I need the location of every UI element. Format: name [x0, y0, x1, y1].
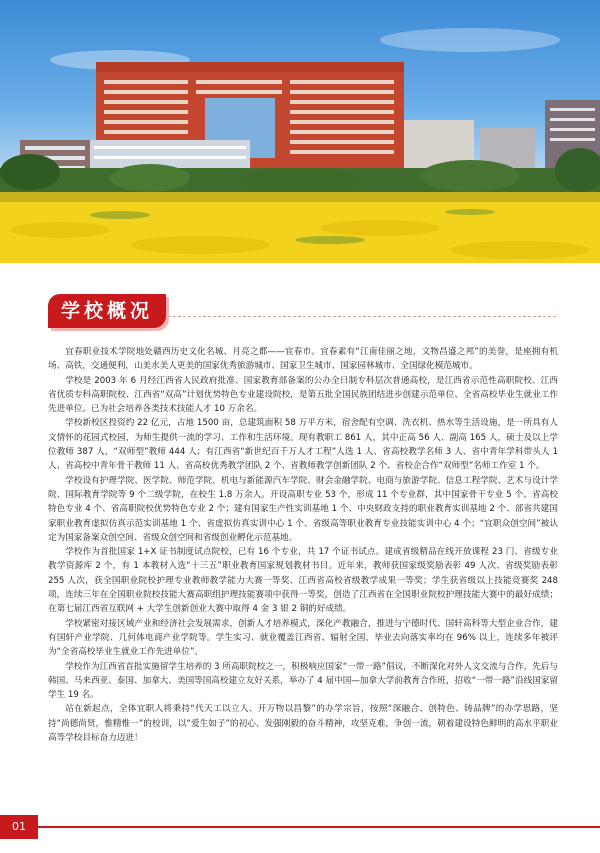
- paragraph: 学校紧密对接区域产业和经济社会发展需求，创新人才培养模式，深化产教融合，推进与宁德时代、国轩高科等大型企业合作，建有国轩产业学院、几何体电商产业学院等。学生实习、就业覆盖江西省、辐射全国，毕业去向落实率均在 96% 以上，连续多年被评为“全省高校毕业生就业工作先进单位”。: [48, 618, 558, 658]
- page-number: 01: [0, 815, 38, 839]
- campus-photo: [0, 0, 600, 263]
- paragraph: 学校是 2003 年 6 月经江西省人民政府批准、国家教育部备案的公办全日制专科层次普通高校，是江西省示范性高职院校、江西省优质专科高职院校、江西省“双高”计划优势特色专业建设院校，是第五批全国民族团结进步创建示范单位、全省高校毕业生就业工作先进单位。已为社会培养各类技术技能人才 10 万余名。: [48, 375, 558, 415]
- footer-rule: [38, 826, 600, 828]
- paragraph: 学校新校区投资约 22 亿元，占地 1500 亩，总建筑面积 58 万平方米，宿舍配有空调、洗衣机、热水等生活设施，是一所具有人文情怀的花园式校园，为师生提供一流的学习、工作和生活环境。现有教职工 861 人，其中正高 56 人、副高 165 人，硕士及以上学位教师 387 人，“双师型”教师 444 人；有江西省“新世纪百千万人才工程”人选 1 人、省高校教学名师 3 人、省中青年学科带头人 1 人、省高校中青年骨干教师 11 人、省高校优秀教学团队 2 个、省教师教学创新团队 2 个、省校企合作“双师型”名师工作室 1 个。: [48, 418, 558, 472]
- paragraph: 学校设有护理学院、医学院、师范学院、机电与新能源汽车学院、财会金融学院、电商与旅游学院、信息工程学院、艺术与设计学院、国际教育学院等 9 个二级学院，在校生 1.8 万余人。开设高职专业 53 个，形成 11 个专业群，其中国家骨干专业 5 个、省高校特色专业 4 个、省高职院校优势特色专业 2 个；建有国家生产性实训基地 1 个、中央财政支持的职业教育实训基地 2 个、部省共建国家职业教育虚拟仿真示范实训基地 1 个、省虚拟仿真实训中心 1 个、省级高等职业教育专业技能实训中心 4 个；“宜职众创空间”被认定为国家备案众创空间、省级众创空间和省级创业孵化示范基地。: [48, 475, 558, 543]
- paragraph: 宜春职业技术学院地处赣西历史文化名城、月亮之都——宜春市。宜春素有“江南佳丽之地，文物昌盛之邦”的美誉，是座拥有机场、高铁，交通便利，山美水美人更美的国家优秀旅游城市、国家卫生城市、国家园林城市、全国绿化模范城市。: [48, 347, 558, 372]
- paragraph: 站在新起点，全体宜职人将秉持“代天工以立人、开万物以昌黎”的办学宗旨，按照“深融合、创特色、铸品牌”的办学思路，坚持“尚德尚贤，惟精惟一”的校训，以“爱生如子”的初心、发强刚毅的奋斗精神，攻坚克难，争创一流，朝着建设特色鲜明的高水平职业高等学校目标奋力迈进！: [48, 704, 558, 744]
- paragraph: 学校作为江西省首批实施留学生培养的 3 所高职院校之一，积极响应国家“一带一路”倡议，不断深化对外人文交流与合作，先后与韩国、马来西亚、泰国、加拿大、美国等国高校建立友好关系，举办了 4 届中国—加拿大学前教育合作班，招收“一带一路”沿线国家留学生 19 名。: [48, 661, 558, 701]
- body-text: [48, 345, 558, 745]
- section-header: [48, 294, 166, 328]
- campus-photo-illustration: [0, 0, 600, 263]
- paragraph: 学校作为首批国家 1+X 证书制度试点院校，已有 16 个专业，共 17 个证书试点。建成省级精品在线开放课程 23 门、省级专业教学资源库 2 个，有 1 本教材入选“十三五”职业教育国家规划教材书目。近年来，教师获国家级奖励表彰 49 人次、省级奖励表彰 255 人次，获全国职业院校护理专业教师教学能力大赛一等奖、江西省高校省级教学成果一等奖；学生获省级以上技能竞赛奖 248 项，连续三年在全国职业院校技能大赛高职组护理技能赛项中获得一等奖，创造了江西省在全国职业院校护理技能大赛中的最好成绩；在第七届江西省互联网 + 大学生创新创业大赛中取得 4 金 3 银 2 铜的好成绩。: [48, 547, 558, 615]
- section-title: 学校概况: [60, 300, 153, 322]
